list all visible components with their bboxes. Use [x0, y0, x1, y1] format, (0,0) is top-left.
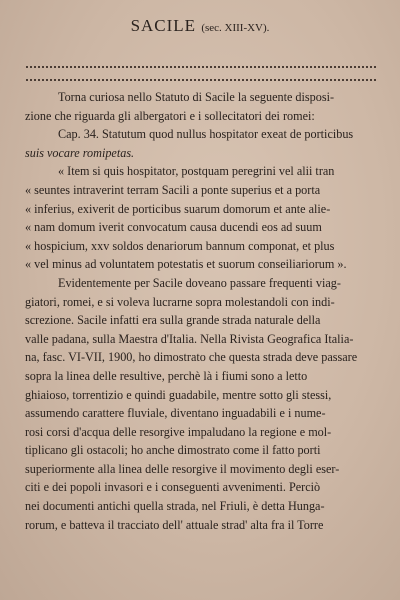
text-line: na, fasc. VI-VII, 1900, ho dimostrato che questa strada deve passare: [25, 350, 358, 365]
text-line: superiormente alla linea delle resorgive il movimento degli eser-: [25, 461, 340, 476]
text-line: screzione. Sacile infatti era sulla grande strada naturale della: [25, 313, 321, 328]
dotted-rule-bottom: [26, 79, 376, 81]
page-title: [0, 16, 400, 36]
text-line: giatori, romei, e si voleva lucrarne sopra molestandoli con indi-: [25, 294, 335, 309]
document-body: [25, 88, 371, 534]
text-line: assumendo carattere fluviale, diventano inguadabili e i nume-: [25, 406, 326, 421]
dotted-rule-top: [26, 66, 376, 68]
text-line: rosi corsi d'acqua delle resorgive impaludano la regione e mol-: [25, 424, 332, 439]
text-line-quote: « seuntes intraverint terram Sacili a ponte superius et a porta: [25, 182, 321, 197]
text-line: ghiaioso, torrentizio e quindi guadabile, mentre sotto gli stessi,: [25, 387, 332, 402]
text-line: tiplicano gli ostacoli; ho anche dimostrato come il fatto porti: [25, 443, 321, 458]
text-line-quote: « inferius, exiverit de porticibus suarum domorum et ante alie-: [25, 201, 331, 216]
text-line: Torna curiosa nello Statuto di Sacile la seguente disposi-: [58, 90, 335, 104]
text-line-quote: « Item si quis hospitator, postquam peregrini vel alii tran: [58, 164, 335, 179]
text-line: sopra la linea delle resultive, perchè là i fiumi sono a letto: [25, 368, 308, 383]
text-line-quote: « vel minus ad voluntatem potestatis et suorum conseiliariorum ».: [25, 257, 347, 272]
title-subtitle: (sec. XIII-XV).: [201, 22, 270, 34]
text-line-quote: « nam domum iverit convocatum causa ducendi eos ad suum: [25, 220, 322, 235]
text-line: citi e dei popoli invasori e i conseguenti avvenimenti. Perciò: [25, 480, 321, 495]
text-line: rorum, e batteva il tracciato dell' attuale strad' alta fra il Torre: [25, 517, 324, 532]
text-line: valle padana, sulla Maestra d'Italia. Nella Rivista Geografica Italia-: [25, 331, 354, 346]
text-line-statute-heading: suis vocare romipetas.: [25, 145, 135, 160]
text-line: zione che riguarda gli albergatori e i sollecitatori dei romei:: [25, 108, 315, 123]
text-line: nei documenti antichi quella strada, nel Friuli, è detta Hunga-: [25, 499, 325, 514]
text-line-quote: « hospicium, xxv soldos denariorum bannum componat, et plus: [25, 238, 335, 253]
text-line-statute-heading: Cap. 34. Statutum quod nullus hospitator exeat de porticibus: [58, 127, 354, 142]
title-text: SACILE: [130, 16, 197, 35]
text-line: Evidentemente per Sacile doveano passare frequenti viag-: [58, 275, 341, 290]
